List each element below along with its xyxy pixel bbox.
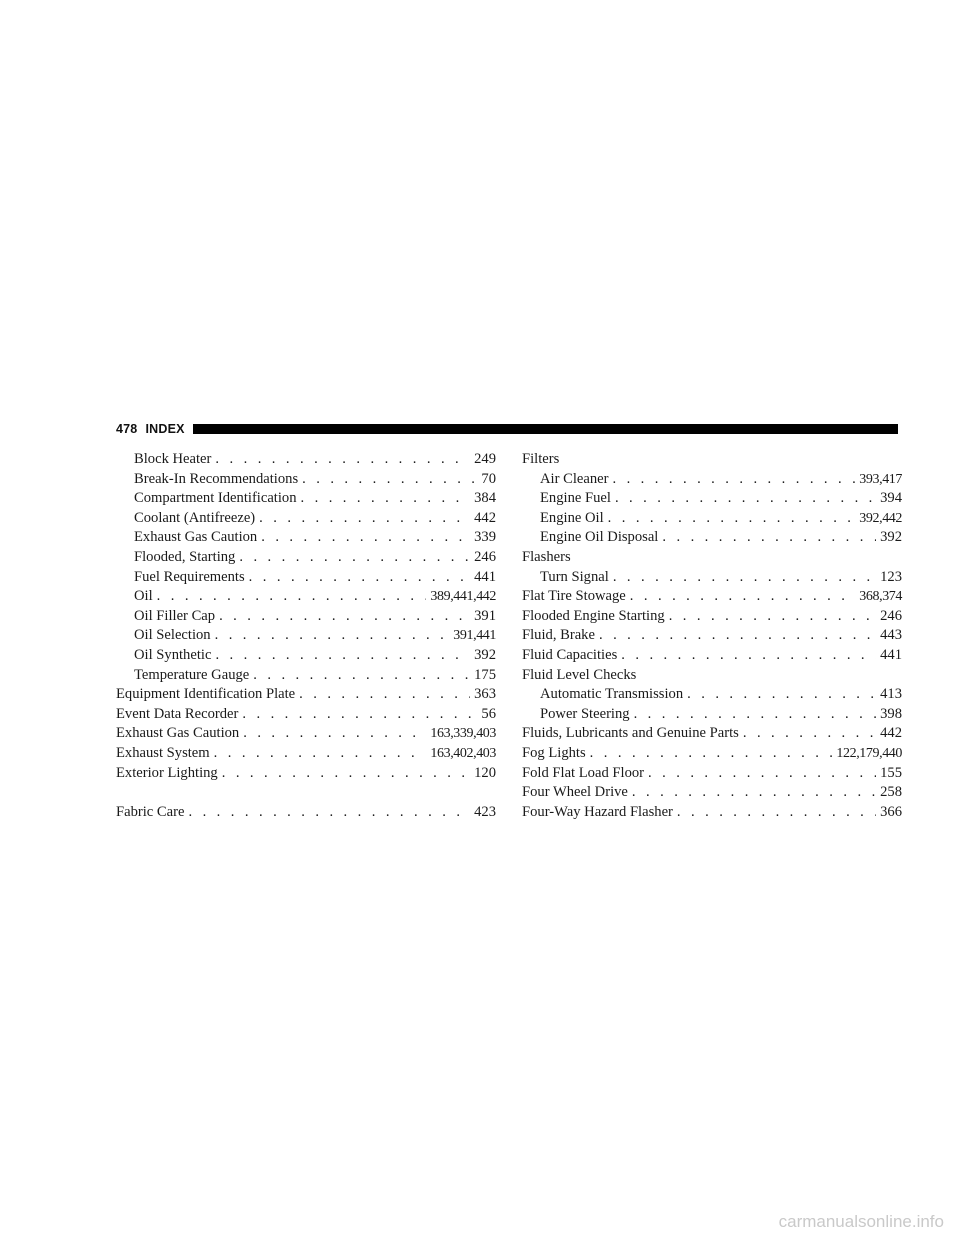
dot-leader — [188, 803, 470, 823]
index-term: Flat Tire Stowage — [522, 588, 626, 605]
header-rule — [193, 424, 898, 434]
page-reference: 384 — [474, 490, 496, 507]
index-entry — [522, 705, 902, 725]
page-reference: 163,339,403 — [430, 726, 496, 742]
index-term: Engine Fuel — [540, 490, 611, 507]
index-entry — [116, 607, 496, 627]
index-term: Fog Lights — [522, 744, 586, 761]
dot-leader — [612, 470, 855, 490]
index-entry — [522, 724, 902, 744]
index-term: Fluids, Lubricants and Genuine Parts — [522, 725, 739, 742]
index-term: Exhaust Gas Caution — [134, 529, 258, 546]
index-term: Event Data Recorder — [116, 705, 239, 722]
page-reference: 398 — [880, 705, 902, 722]
page-reference: 155 — [880, 764, 902, 781]
dot-leader — [253, 666, 470, 686]
page-reference: 393,417 — [859, 471, 902, 487]
page-header — [116, 420, 898, 438]
index-entry — [116, 489, 496, 509]
index-term: Four Wheel Drive — [522, 784, 628, 801]
index-entry — [116, 685, 496, 705]
page-reference: 389,441,442 — [430, 589, 496, 605]
page-reference: 363 — [474, 686, 496, 703]
dot-leader — [677, 803, 876, 823]
dot-leader — [301, 489, 471, 509]
dot-leader — [239, 548, 470, 568]
index-term: Equipment Identification Plate — [116, 686, 296, 703]
index-entry — [522, 783, 902, 803]
page-reference: 56 — [481, 705, 496, 722]
index-term: Fabric Care — [116, 803, 185, 820]
index-entry — [116, 764, 496, 784]
index-entry — [522, 685, 902, 705]
page-reference: 392,442 — [859, 510, 902, 526]
watermark: carmanualsonline.info — [778, 1212, 944, 1231]
index-entry — [116, 568, 496, 588]
page-reference: 366 — [880, 803, 902, 820]
page-reference: 442 — [474, 509, 496, 526]
page-reference: 413 — [880, 686, 902, 703]
page-reference: 246 — [880, 607, 902, 624]
dot-leader — [222, 764, 470, 784]
index-entry — [116, 528, 496, 548]
index-term: Exhaust Gas Caution — [116, 725, 240, 742]
dot-leader — [743, 724, 876, 744]
index-entry — [522, 470, 902, 490]
index-entry — [116, 548, 496, 568]
index-term: Four-Way Hazard Flasher — [522, 803, 673, 820]
page-reference: 442 — [880, 725, 902, 742]
index-entry — [522, 626, 902, 646]
dot-leader — [215, 646, 470, 666]
index-entry — [522, 803, 902, 823]
index-entry — [522, 509, 902, 529]
dot-leader — [599, 626, 876, 646]
page-reference: 443 — [880, 627, 902, 644]
index-term: Block Heater — [134, 451, 212, 467]
index-term: Oil Filler Cap — [134, 607, 216, 624]
index-term: Engine Oil Disposal — [540, 529, 659, 546]
dot-leader — [299, 685, 470, 705]
index-term: Turn Signal — [540, 568, 609, 585]
index-entry — [116, 724, 496, 744]
page-reference: 70 — [481, 470, 496, 487]
page-reference: 441 — [880, 646, 902, 663]
dot-leader — [630, 587, 856, 607]
page-reference: 246 — [474, 548, 496, 565]
dot-leader — [648, 764, 876, 784]
page-reference: 423 — [474, 803, 496, 820]
index-term: Fold Flat Load Floor — [522, 764, 645, 781]
index-entry — [116, 744, 496, 764]
index-entry — [116, 450, 496, 470]
index-term: Oil Selection — [134, 627, 211, 644]
index-term: Exhaust System — [116, 744, 210, 761]
page-number: 478 — [116, 422, 138, 436]
index-heading: Flashers — [522, 548, 571, 565]
page-reference: 391,441 — [453, 628, 496, 644]
index-term: Oil Synthetic — [134, 646, 212, 663]
page-reference: 394 — [880, 490, 902, 507]
dot-leader — [214, 744, 427, 764]
index-entry — [522, 744, 902, 764]
page-reference: 368,374 — [859, 589, 902, 605]
index-entry — [522, 764, 902, 784]
dot-leader — [621, 646, 876, 666]
dot-leader — [608, 509, 856, 529]
index-entry — [116, 803, 496, 823]
page-reference: 391 — [474, 607, 496, 624]
dot-leader — [243, 724, 426, 744]
index-entry — [522, 489, 902, 509]
page-reference: 258 — [880, 784, 902, 801]
index-entry — [522, 607, 902, 627]
index-entry — [116, 705, 496, 725]
section-title: INDEX — [145, 422, 185, 436]
dot-leader — [259, 509, 470, 529]
page-reference: 441 — [474, 568, 496, 585]
index-entry — [116, 646, 496, 666]
index-term: Fluid, Brake — [522, 627, 595, 644]
dot-leader — [261, 528, 470, 548]
index-term: Coolant (Antifreeze) — [134, 509, 256, 526]
dot-leader — [215, 626, 450, 646]
index-term: Compartment Identification — [134, 490, 297, 507]
page-reference: 120 — [474, 764, 496, 781]
page-reference: 249 — [474, 451, 496, 467]
dot-leader — [615, 489, 876, 509]
index-entry — [116, 470, 496, 490]
index-heading: Fluid Level Checks — [522, 666, 637, 683]
index-entry — [116, 509, 496, 529]
dot-leader — [242, 705, 477, 725]
index-term: Flooded, Starting — [134, 548, 236, 565]
page-reference: 122,179,440 — [836, 745, 902, 761]
dot-leader — [219, 607, 470, 627]
dot-leader — [687, 685, 876, 705]
index-term: Automatic Transmission — [540, 686, 684, 703]
index-term: Break-In Recommendations — [134, 470, 299, 487]
page-reference: 175 — [474, 666, 496, 683]
index-term: Oil — [134, 588, 153, 605]
dot-leader — [157, 587, 427, 607]
index-entry — [522, 646, 902, 666]
page-reference: 392 — [474, 646, 496, 663]
dot-leader — [590, 744, 833, 764]
dot-leader — [215, 450, 470, 470]
index-entry — [116, 587, 496, 607]
index-entry — [116, 626, 496, 646]
index-term: Power Steering — [540, 705, 630, 722]
index-term: Exterior Lighting — [116, 764, 218, 781]
index-term: Flooded Engine Starting — [522, 607, 665, 624]
dot-leader — [613, 568, 876, 588]
page-reference: 392 — [880, 529, 902, 546]
index-entry — [522, 568, 902, 588]
index-term: Fluid Capacities — [522, 646, 618, 663]
dot-leader — [302, 470, 477, 490]
index-entry — [522, 528, 902, 548]
index-term: Fuel Requirements — [134, 568, 245, 585]
index-column-left — [116, 450, 496, 822]
dot-leader — [632, 783, 876, 803]
page-reference: 123 — [880, 568, 902, 585]
index-heading: Filters — [522, 451, 560, 467]
index-entry — [522, 587, 902, 607]
index-term: Engine Oil — [540, 509, 604, 526]
dot-leader — [634, 705, 877, 725]
dot-leader — [662, 528, 876, 548]
index-entry — [116, 666, 496, 686]
page-reference: 339 — [474, 529, 496, 546]
index-term: Air Cleaner — [540, 470, 609, 487]
page-reference: 163,402,403 — [430, 745, 496, 761]
index-term: Temperature Gauge — [134, 666, 250, 683]
dot-leader — [249, 568, 470, 588]
index-column-right — [522, 450, 902, 822]
dot-leader — [669, 607, 876, 627]
